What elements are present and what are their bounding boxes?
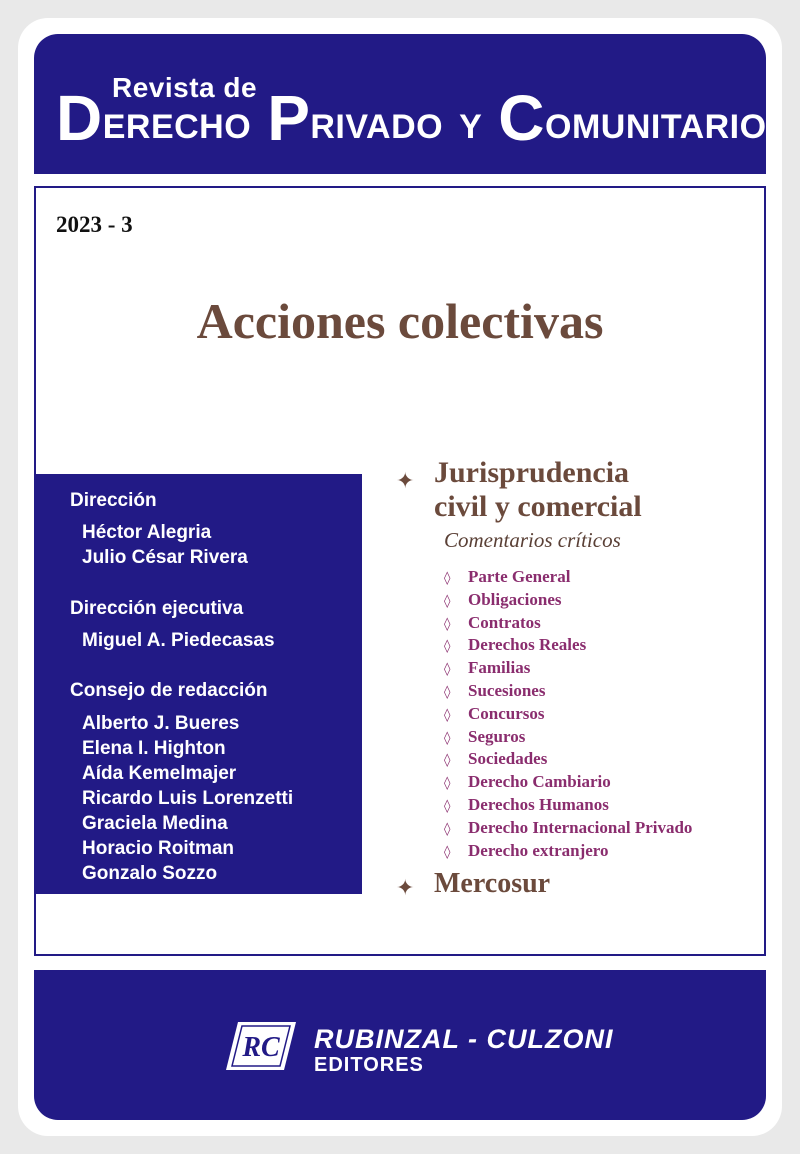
staff-name: Alberto J. Bueres	[82, 713, 240, 734]
editorial-staff-box	[36, 474, 362, 894]
staff-name: Julio César Rivera	[82, 547, 248, 568]
diamond-bullet-icon: ◊	[444, 616, 451, 632]
section-title: Jurisprudencia civil y comercial	[434, 456, 642, 523]
topic-item: ◊ Derechos Reales	[444, 634, 692, 657]
topic-item: ◊ Sociedades	[444, 748, 692, 771]
staff-name: Horacio Roitman	[82, 838, 235, 859]
cover-title: Acciones colectivas	[196, 293, 604, 349]
topic-item: ◊ Derecho Cambiario	[444, 771, 692, 794]
topic-item: ◊ Concursos	[444, 703, 692, 726]
section-subtitle: Comentarios críticos	[444, 528, 621, 552]
topic-item: ◊ Sucesiones	[444, 680, 692, 703]
topic-item: ◊ Derechos Humanos	[444, 794, 692, 817]
publisher-name: RUBINZAL - CULZONI	[314, 1024, 614, 1054]
journal-title-prefix: Revista de	[112, 72, 258, 103]
staff-name: Aída Kemelmajer	[82, 763, 237, 784]
diamond-bullet-icon: ◊	[444, 821, 451, 837]
topic-item: ◊ Obligaciones	[444, 589, 692, 612]
diamond-bullet-icon: ◊	[444, 730, 451, 746]
mercosur-heading: Mercosur	[434, 868, 551, 899]
diamond-bullet-icon: ◊	[444, 753, 451, 769]
topic-item: ◊ Contratos	[444, 612, 692, 635]
staff-name: Elena I. Highton	[82, 738, 226, 759]
journal-title: DERECHO PRIVADO Y COMUNITARIO	[56, 82, 767, 154]
staff-name: Graciela Medina	[82, 813, 228, 834]
consejo-heading: Consejo de redacción	[70, 680, 268, 701]
diamond-bullet-icon: ◊	[444, 684, 451, 700]
topic-item: ◊ Derecho Internacional Privado	[444, 817, 692, 840]
publisher-logo-icon	[224, 1020, 298, 1072]
svg-text:RC: RC	[242, 1032, 280, 1063]
staff-name: Gonzalo Sozzo	[82, 863, 218, 884]
staff-name: Héctor Alegria	[82, 522, 212, 543]
topic-item: ◊ Familias	[444, 657, 692, 680]
star-bullet-icon: ✦	[396, 876, 415, 901]
direccion-heading: Dirección	[70, 490, 157, 511]
diamond-bullet-icon: ◊	[444, 707, 451, 723]
topic-item: ◊ Derecho extranjero	[444, 840, 692, 863]
diamond-bullet-icon: ◊	[444, 844, 451, 860]
ejecutiva-heading: Dirección ejecutiva	[70, 598, 244, 619]
diamond-bullet-icon: ◊	[444, 776, 451, 792]
diamond-bullet-icon: ◊	[444, 571, 451, 586]
publisher-subtitle: EDITORES	[314, 1054, 424, 1076]
topic-item: ◊ Parte General	[444, 566, 692, 589]
diamond-bullet-icon: ◊	[444, 593, 451, 609]
topic-item: ◊ Seguros	[444, 726, 692, 749]
staff-name: Ricardo Luis Lorenzetti	[82, 788, 294, 809]
star-bullet-icon: ✦	[396, 469, 415, 494]
issue-number: 2023 - 3	[56, 212, 133, 237]
staff-name: Miguel A. Piedecasas	[82, 630, 275, 651]
diamond-bullet-icon: ◊	[444, 662, 451, 678]
diamond-bullet-icon: ◊	[444, 639, 451, 655]
topics-list	[444, 566, 692, 862]
diamond-bullet-icon: ◊	[444, 798, 451, 814]
